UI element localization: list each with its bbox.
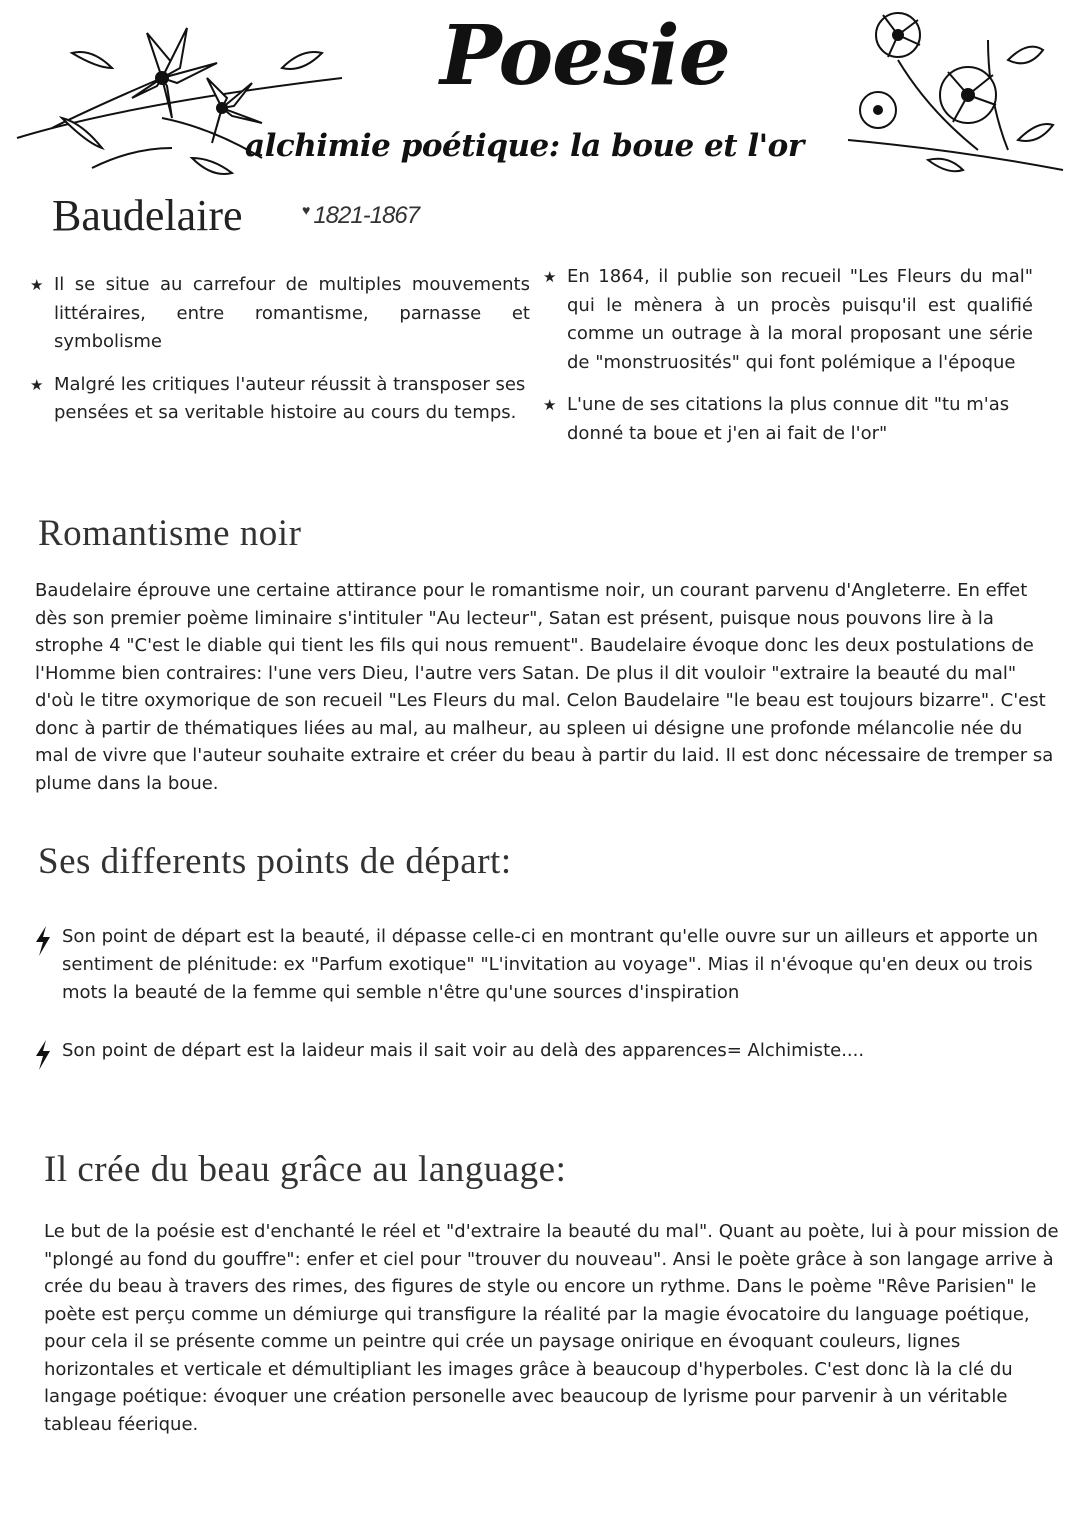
section-text-beau: Le but de la poésie est d'enchanté le réel et "d'extraire la beauté du mal". Quant au poète, lui à pour mission de "plongé au fond du gouffre": enfer et ciel pour "trouver du nouveau". Ansi le poète grâce à son langage arrive à crée du beau à travers des rimes, des figures de style ou encore un rythme. Dans le poème "Rêve Parisien" le poète est perçu comme un démiurge qui transfigure la réalité par la magie évocatoire du language poétique, pour cela il se présente comme un peintre qui crée un paysage onirique en évoquant couleurs, lignes horizontales et verticale et démultipliant les images grâce à beaucoup d'hyperboles. C'est donc là la clé du langage poétique: évoquer une création personelle avec beaucoup de lyrisme pour parvenir à un véritable tableau féerique. xyxy=(44,1221,1059,1435)
author-dates xyxy=(302,202,419,230)
star-icon: ★ xyxy=(543,268,557,286)
star-icon: ★ xyxy=(30,276,44,294)
section-heading-beau: Il crée du beau grâce au language: xyxy=(44,1149,567,1190)
list-item xyxy=(34,1037,1069,1079)
bullet-text: Il se situe au carrefour de multiples mouvements littéraires, entre romantisme, parnasse et symbolisme xyxy=(54,274,530,352)
lightning-icon xyxy=(34,1037,62,1079)
star-icon: ★ xyxy=(30,375,44,394)
list-item xyxy=(543,263,1033,377)
bullet-text: En 1864, il publie son recueil "Les Fleurs du mal" qui le mènera à un procès puisqu'il est qualifié comme un outrage à la moral proposant une série de "monstruosités" qui font polémique a l'époque xyxy=(567,266,1033,373)
list-item xyxy=(34,923,1069,1007)
author-name: Baudelaire xyxy=(52,191,243,240)
bullet-text: Malgré les critiques l'auteur réussit à transposer ses pensées et sa veritable histoire au cours du temps. xyxy=(54,373,526,423)
section-text-romantisme: Baudelaire éprouve une certaine attirance pour le romantisme noir, un courant parvenu d'Angleterre. En effet dès son premier poème liminaire s'intituler "Au lecteur", Satan est présent, puisque nous pouvons lire à la strophe 4 "C'est le diable qui tient les fils qui nous remuent". Baudelaire évoque donc les deux postulations de l'Homme bien contraires: l'une vers Dieu, l'autre vers Satan. De plus il dit vouloir "extraire la beauté du mal" d'où le titre oxymorique de son recueil "Les Fleurs du mal. Celon Baudelaire "le beau est toujours bizarre". C'est donc à partir de thématiques liées au mal, au malheur, au spleen ui désigne une profonde mélancolie née du mal de vivre que l'auteur souhaite extraire et créer du beau à partir du laid. Il est donc nécessaire de tremper sa plume dans la boue. xyxy=(35,580,1054,794)
flower-decoration-right xyxy=(838,0,1068,195)
section-heading-points: Ses differents points de départ: xyxy=(38,841,512,882)
author-dates-text: 1821-1867 xyxy=(313,202,420,229)
intro-left-column xyxy=(30,271,530,442)
page-title: Poesie xyxy=(440,8,730,104)
bullet-text: L'une de ses citations la plus connue dit "tu m'as donné ta boue et j'en ai fait de l'or" xyxy=(567,394,1010,444)
lightning-icon xyxy=(34,923,62,965)
star-icon: ★ xyxy=(543,396,557,414)
heart-icon: ♥ xyxy=(302,202,310,218)
intro-right-column xyxy=(543,263,1033,462)
section-heading-romantisme: Romantisme noir xyxy=(38,513,302,554)
list-item xyxy=(30,371,530,428)
list-item xyxy=(30,271,530,357)
point-text: Son point de départ est la beauté, il dépasse celle-ci en montrant qu'elle ouvre sur un ailleurs et apporte un sentiment de plénitude: ex "Parfum exotique" "L'invitation au voyage". Mias il n'évoque qu'en deux ou trois mots la beauté de la femme qui semble n'être qu'une sources d'inspiration xyxy=(62,926,1039,1003)
point-text: Son point de départ est la laideur mais il sait voir au delà des apparences= Alchimiste.... xyxy=(62,1040,865,1061)
page-subtitle: alchimie poétique: la boue et l'or xyxy=(245,128,804,164)
list-item xyxy=(543,391,1033,448)
author-row xyxy=(52,190,420,241)
header xyxy=(0,0,1080,200)
